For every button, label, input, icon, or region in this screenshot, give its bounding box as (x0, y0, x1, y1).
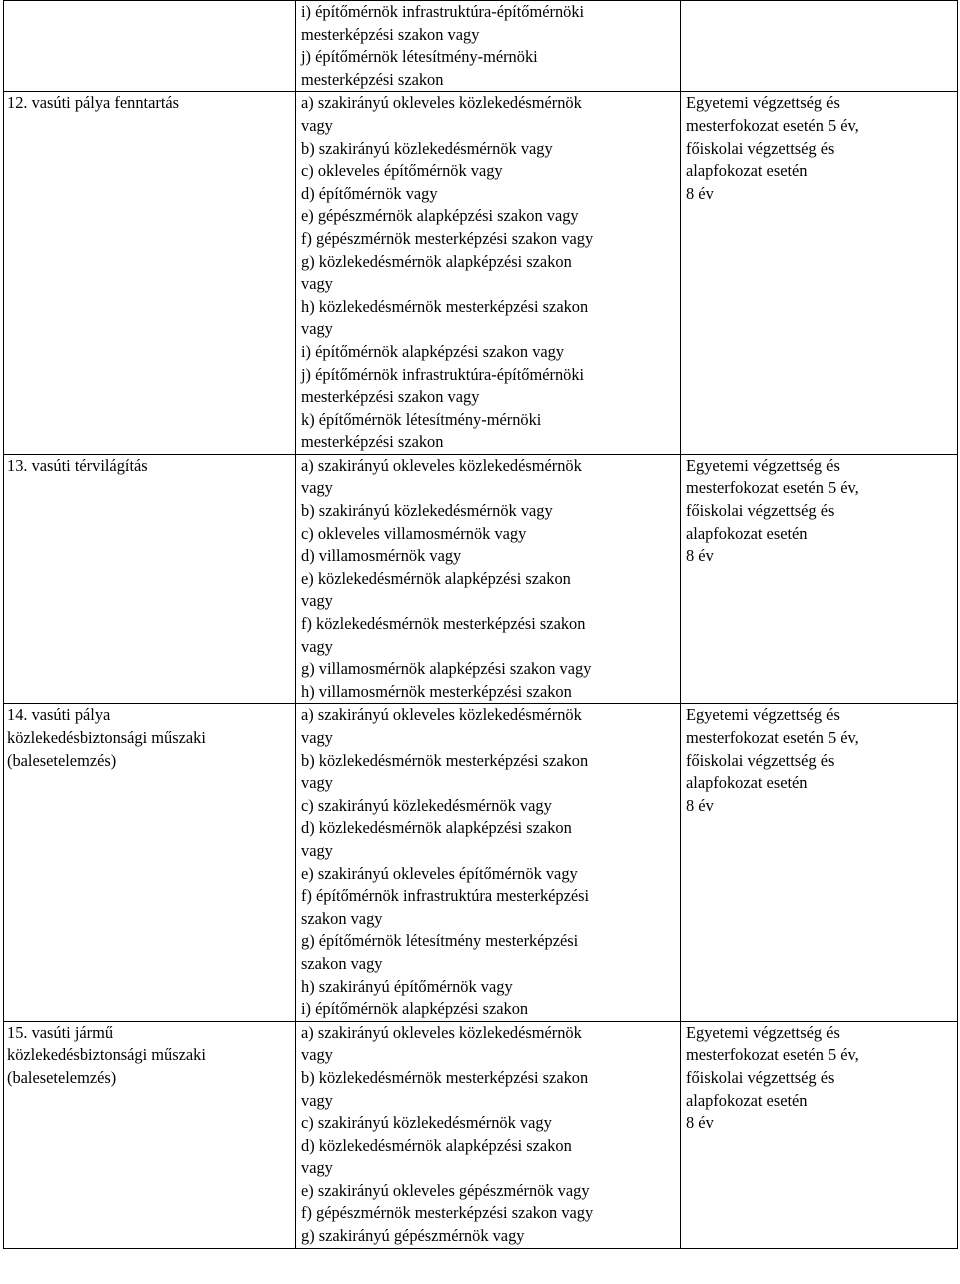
experience-line: főiskolai végzettség és (686, 1067, 835, 1087)
qualifications-line: f) gépészmérnök mesterképzési szakon vagy (301, 1203, 594, 1223)
qualifications-line: a) szakirányú okleveles közlekedésmérnök (301, 93, 582, 113)
table-row (4, 1021, 958, 1248)
specialty-name-line: közlekedésbiztonsági műszaki (7, 728, 206, 747)
qualifications-line: vagy (301, 319, 333, 339)
experience-line: Egyetemi végzettség és (686, 1022, 840, 1042)
specialty-name-line: 12. vasúti pálya fenntartás (7, 93, 180, 113)
experience-line: alapfokozat esetén (686, 161, 808, 181)
experience-line: mesterfokozat esetén 5 év, (686, 478, 859, 498)
specialty-name-line: (balesetelemzés) (7, 750, 117, 770)
qualifications-line: vagy (301, 840, 333, 860)
experience-line: alapfokozat esetén (686, 523, 808, 543)
qualifications-line: g) építőmérnök létesítmény mesterképzési (301, 931, 579, 951)
qualifications-line: h) közlekedésmérnök mesterképzési szakon (301, 296, 589, 316)
table-row (4, 454, 958, 704)
qualifications-line: c) okleveles villamosmérnök vagy (301, 523, 527, 543)
experience-line: alapfokozat esetén (686, 1090, 808, 1110)
experience-line: főiskolai végzettség és (686, 138, 835, 158)
experience-line: 8 év (686, 183, 714, 203)
qualifications-line: d) közlekedésmérnök alapképzési szakon (301, 1135, 572, 1155)
table-row (4, 704, 958, 1021)
experience-cell (681, 1021, 958, 1248)
specialty-name-cell (4, 1, 296, 92)
qualifications-line: mesterképzési szakon (301, 432, 444, 452)
qualifications-line: a) szakirányú okleveles közlekedésmérnök (301, 705, 582, 725)
experience-line: Egyetemi végzettség és (686, 93, 840, 113)
table-row (4, 92, 958, 455)
specialty-name-line: 14. vasúti pálya (7, 705, 111, 725)
experience-line: alapfokozat esetén (686, 773, 808, 793)
qualifications-line: b) szakirányú közlekedésmérnök vagy (301, 138, 553, 158)
qualifications-line: vagy (301, 1158, 333, 1178)
table-row (4, 1, 958, 92)
specialty-name-cell (4, 92, 296, 455)
experience-line: főiskolai végzettség és (686, 501, 835, 521)
qualifications-line: mesterképzési szakon vagy (301, 24, 480, 44)
experience-line: mesterfokozat esetén 5 év, (686, 115, 859, 135)
qualifications-line: a) szakirányú okleveles közlekedésmérnök (301, 1022, 582, 1042)
specialty-name-cell (4, 454, 296, 704)
qualifications-line: j) építőmérnök létesítmény-mérnöki (301, 47, 538, 67)
qualifications-line: vagy (301, 591, 333, 611)
qualifications-line: e) közlekedésmérnök alapképzési szakon (301, 568, 571, 588)
qualifications-line: d) közlekedésmérnök alapképzési szakon (301, 818, 572, 838)
qualifications-line: mesterképzési szakon (301, 69, 444, 89)
qualifications-line: e) gépészmérnök alapképzési szakon vagy (301, 206, 579, 226)
qualifications-line: e) szakirányú okleveles gépészmérnök vagy (301, 1180, 590, 1200)
qualifications-line: a) szakirányú okleveles közlekedésmérnök (301, 455, 582, 475)
qualifications-cell (296, 704, 681, 1021)
qualifications-line: i) építőmérnök alapképzési szakon (301, 999, 529, 1019)
specialty-name-line: (balesetelemzés) (7, 1067, 117, 1087)
qualifications-line: d) építőmérnök vagy (301, 183, 438, 203)
qualifications-line: f) közlekedésmérnök mesterképzési szakon (301, 614, 586, 634)
qualifications-line: vagy (301, 773, 333, 793)
qualifications-line: h) szakirányú építőmérnök vagy (301, 976, 513, 996)
experience-line: mesterfokozat esetén 5 év, (686, 1045, 859, 1065)
experience-line: Egyetemi végzettség és (686, 705, 840, 725)
qualifications-line: e) szakirányú okleveles építőmérnök vagy (301, 863, 578, 883)
qualifications-line: i) építőmérnök alapképzési szakon vagy (301, 341, 565, 361)
qualifications-line: szakon vagy (301, 953, 383, 973)
qualifications-cell (296, 1, 681, 92)
experience-line: 8 év (686, 1113, 714, 1133)
specialty-name-line: 13. vasúti térvilágítás (7, 455, 148, 475)
experience-cell (681, 454, 958, 704)
qualifications-line: c) szakirányú közlekedésmérnök vagy (301, 1113, 552, 1133)
specialty-name-line: közlekedésbiztonsági műszaki (7, 1045, 206, 1065)
qualifications-line: vagy (301, 478, 333, 498)
qualification-table (3, 0, 958, 1249)
table-body (4, 1, 958, 1249)
qualifications-cell (296, 454, 681, 704)
qualifications-line: b) szakirányú közlekedésmérnök vagy (301, 501, 553, 521)
qualifications-line: f) építőmérnök infrastruktúra mesterképzési (301, 886, 590, 906)
qualifications-line: g) közlekedésmérnök alapképzési szakon (301, 251, 572, 271)
qualifications-line: vagy (301, 274, 333, 294)
qualifications-line: j) építőmérnök infrastruktúra-építőmérnöki (301, 364, 585, 384)
qualifications-line: vagy (301, 636, 333, 656)
experience-line: főiskolai végzettség és (686, 750, 835, 770)
qualifications-line: c) okleveles építőmérnök vagy (301, 161, 503, 181)
qualifications-line: mesterképzési szakon vagy (301, 387, 480, 407)
qualifications-line: vagy (301, 1090, 333, 1110)
qualifications-line: g) szakirányú gépészmérnök vagy (301, 1226, 525, 1246)
qualifications-cell (296, 1021, 681, 1248)
qualifications-line: vagy (301, 728, 333, 747)
qualifications-line: b) közlekedésmérnök mesterképzési szakon (301, 1067, 589, 1087)
qualifications-line: b) közlekedésmérnök mesterképzési szakon (301, 750, 589, 770)
qualifications-line: c) szakirányú közlekedésmérnök vagy (301, 795, 552, 815)
experience-cell (681, 704, 958, 1021)
experience-line: 8 év (686, 546, 714, 566)
qualifications-line: f) gépészmérnök mesterképzési szakon vagy (301, 228, 594, 248)
specialty-name-cell (4, 704, 296, 1021)
qualifications-line: h) villamosmérnök mesterképzési szakon (301, 681, 572, 701)
specialty-name-line: 15. vasúti jármű (7, 1022, 114, 1042)
experience-line: 8 év (686, 795, 714, 815)
qualifications-line: d) villamosmérnök vagy (301, 546, 462, 566)
qualifications-line: g) villamosmérnök alapképzési szakon vagy (301, 659, 592, 679)
experience-cell (681, 1, 958, 92)
qualifications-line: k) építőmérnök létesítmény-mérnöki (301, 409, 542, 429)
qualifications-cell (296, 92, 681, 455)
specialty-name-cell (4, 1021, 296, 1248)
qualifications-line: i) építőmérnök infrastruktúra-építőmérnöki (301, 2, 585, 21)
qualifications-line: vagy (301, 115, 333, 135)
experience-line: mesterfokozat esetén 5 év, (686, 728, 859, 747)
qualifications-line: vagy (301, 1045, 333, 1065)
experience-line: Egyetemi végzettség és (686, 455, 840, 475)
qualifications-line: szakon vagy (301, 908, 383, 928)
experience-cell (681, 92, 958, 455)
